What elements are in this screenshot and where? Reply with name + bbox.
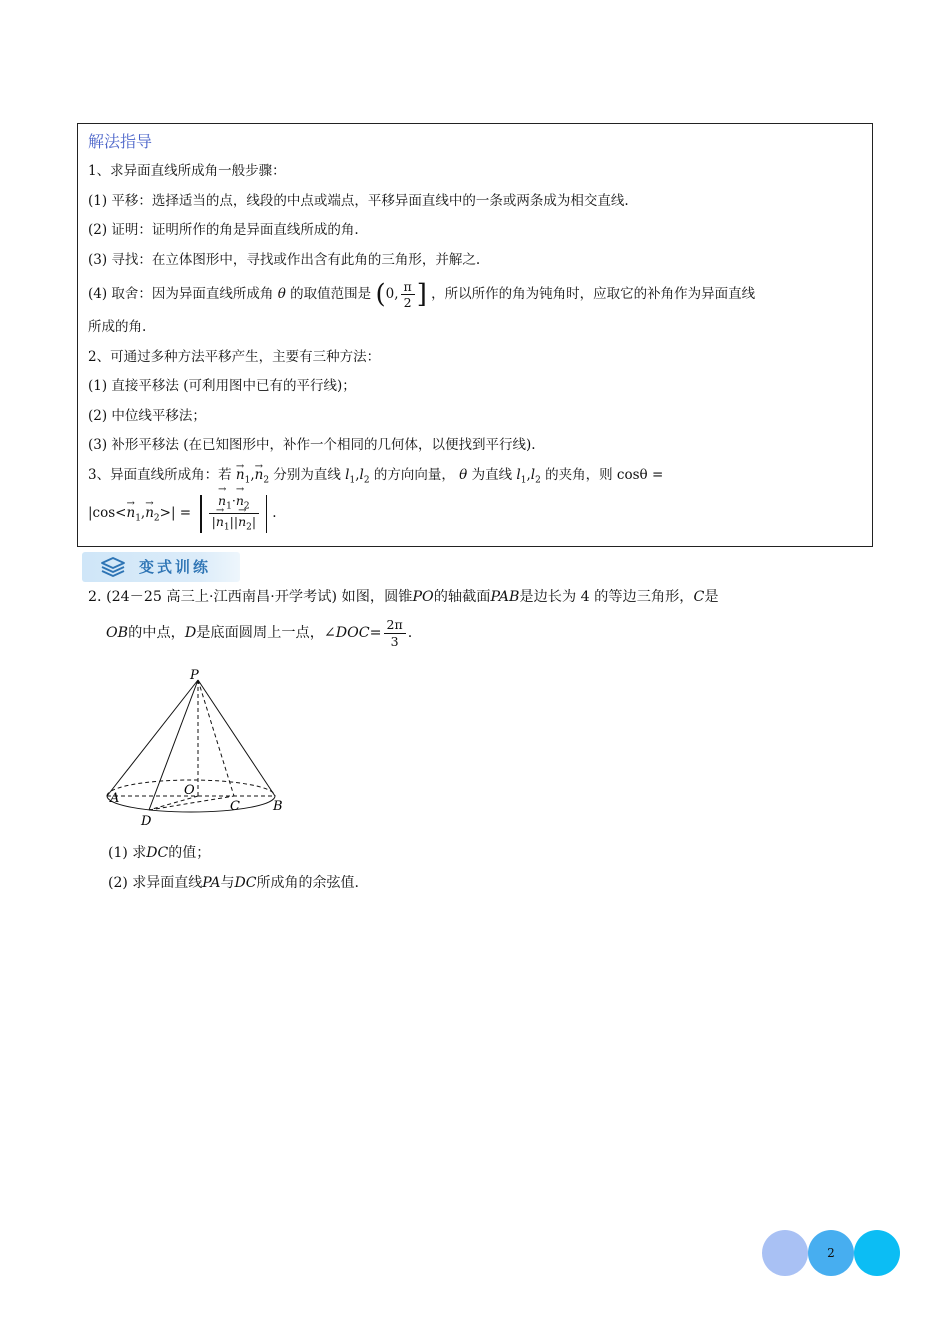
segment-DC bbox=[149, 796, 234, 810]
page-number: 2 bbox=[827, 1246, 835, 1260]
section-header-tab bbox=[82, 552, 240, 582]
segment-PC bbox=[198, 680, 234, 796]
vector-n1: → n bbox=[236, 461, 245, 491]
guide-line-1: 1、求异面直线所成角一般步骤： bbox=[88, 163, 286, 179]
label-D: D bbox=[141, 814, 152, 829]
cosine-formula: $|\cos<\to n_1,\to n_2>|$ = → $\frac{n_1\cdot\to n_2}{|\to n_1||\to n_2|}$ . bbox=[88, 490, 862, 536]
label-C: C bbox=[230, 799, 240, 814]
layers-icon bbox=[100, 556, 126, 578]
pi-over-two-fraction: $\frac{\pi}{2}$ bbox=[401, 280, 415, 309]
guide-line-4: (3) 寻找：在立体图形中，寻找或作出含有此角的三角形，并解之. bbox=[88, 251, 481, 268]
vector-n2: → n bbox=[255, 461, 264, 491]
label-A: A bbox=[110, 791, 120, 806]
cone-diagram bbox=[104, 666, 294, 836]
guide-line-9: (2) 中位线平移法； bbox=[88, 407, 206, 424]
guide-line-11: 3、异面直线所成角：若 → $n_1,\to n_2$ 分别为直线 $l_1,l_2$ 的方向向量， θ 为直线 $l_1,l_2$ 的夹角，则 cosθ = bbox=[88, 461, 862, 491]
problem-line-2: OB的中点，D是底面圆周上一点，∠DOC= $\frac{2\pi}{3}$ . bbox=[106, 617, 413, 649]
cos-theta-equals: cosθ = bbox=[616, 466, 664, 483]
edge-PA bbox=[107, 680, 198, 796]
problem-number: 2. bbox=[88, 589, 102, 605]
guide-line-10: (3) 补形平移法 (在已知图形中，补作一个相同的几何体，以便找到平行线). bbox=[88, 437, 536, 453]
page-number-badge bbox=[760, 1228, 900, 1278]
edge-PB bbox=[198, 680, 275, 796]
dot-product-fraction: → $\frac{n_1\cdot\to n_2}{|\to n_1||\to n_2|}$ bbox=[209, 494, 259, 533]
decor-circle-left bbox=[762, 1230, 808, 1276]
decor-circle-right bbox=[854, 1230, 900, 1276]
guide-line-6: 所成的角. bbox=[88, 319, 147, 335]
guide-line-3: (2) 证明：证明所作的角是异面直线所成的角. bbox=[88, 222, 359, 238]
question-2: (2) 求异面直线PA与DC所成角的余弦值. bbox=[108, 875, 359, 891]
abs-bar-left bbox=[200, 495, 201, 533]
solution-guide-box bbox=[77, 123, 873, 547]
problem-statement bbox=[88, 582, 888, 654]
sub-questions bbox=[108, 838, 359, 898]
problem-source: (24－25 高三上·江西南昌·开学考试) bbox=[106, 589, 338, 605]
guide-line-2: (1) 平移：选择适当的点，线段的中点或端点，平移异面直线中的一条或两条成为相交直线. bbox=[88, 192, 629, 209]
guide-line-5: (4) 取舍：因为异面直线所成角 θ 的取值范围是 (0, $\frac{\pi}{2}$ ] ，所以所作的角为钝角时，应取它的补角作为异面直线 bbox=[88, 278, 756, 310]
problem-line-1: 2. (24－25 高三上·江西南昌·开学考试) 如图，圆锥PO的轴截面PAB是边长为 4 的等边三角形，C是 bbox=[88, 589, 719, 605]
section-label: 变式训练 bbox=[139, 558, 212, 576]
label-P: P bbox=[190, 668, 199, 683]
guide-line-7: 2、可通过多种方法平移产生，主要有三种方法： bbox=[88, 348, 381, 365]
theta-symbol: θ bbox=[277, 286, 286, 302]
label-B: B bbox=[273, 799, 283, 814]
two-pi-over-three-fraction: $\frac{2\pi}{3}$ bbox=[384, 618, 406, 647]
question-1: (1) 求DC的值； bbox=[108, 845, 211, 861]
label-O: O bbox=[184, 783, 195, 798]
guide-title: 解法指导 bbox=[88, 132, 153, 151]
abs-bar-right bbox=[266, 495, 267, 533]
interval-open: ( bbox=[375, 279, 386, 310]
interval-close: ] bbox=[416, 279, 427, 310]
guide-line-8: (1) 直接平移法 (可利用图中已有的平行线)； bbox=[88, 378, 356, 394]
